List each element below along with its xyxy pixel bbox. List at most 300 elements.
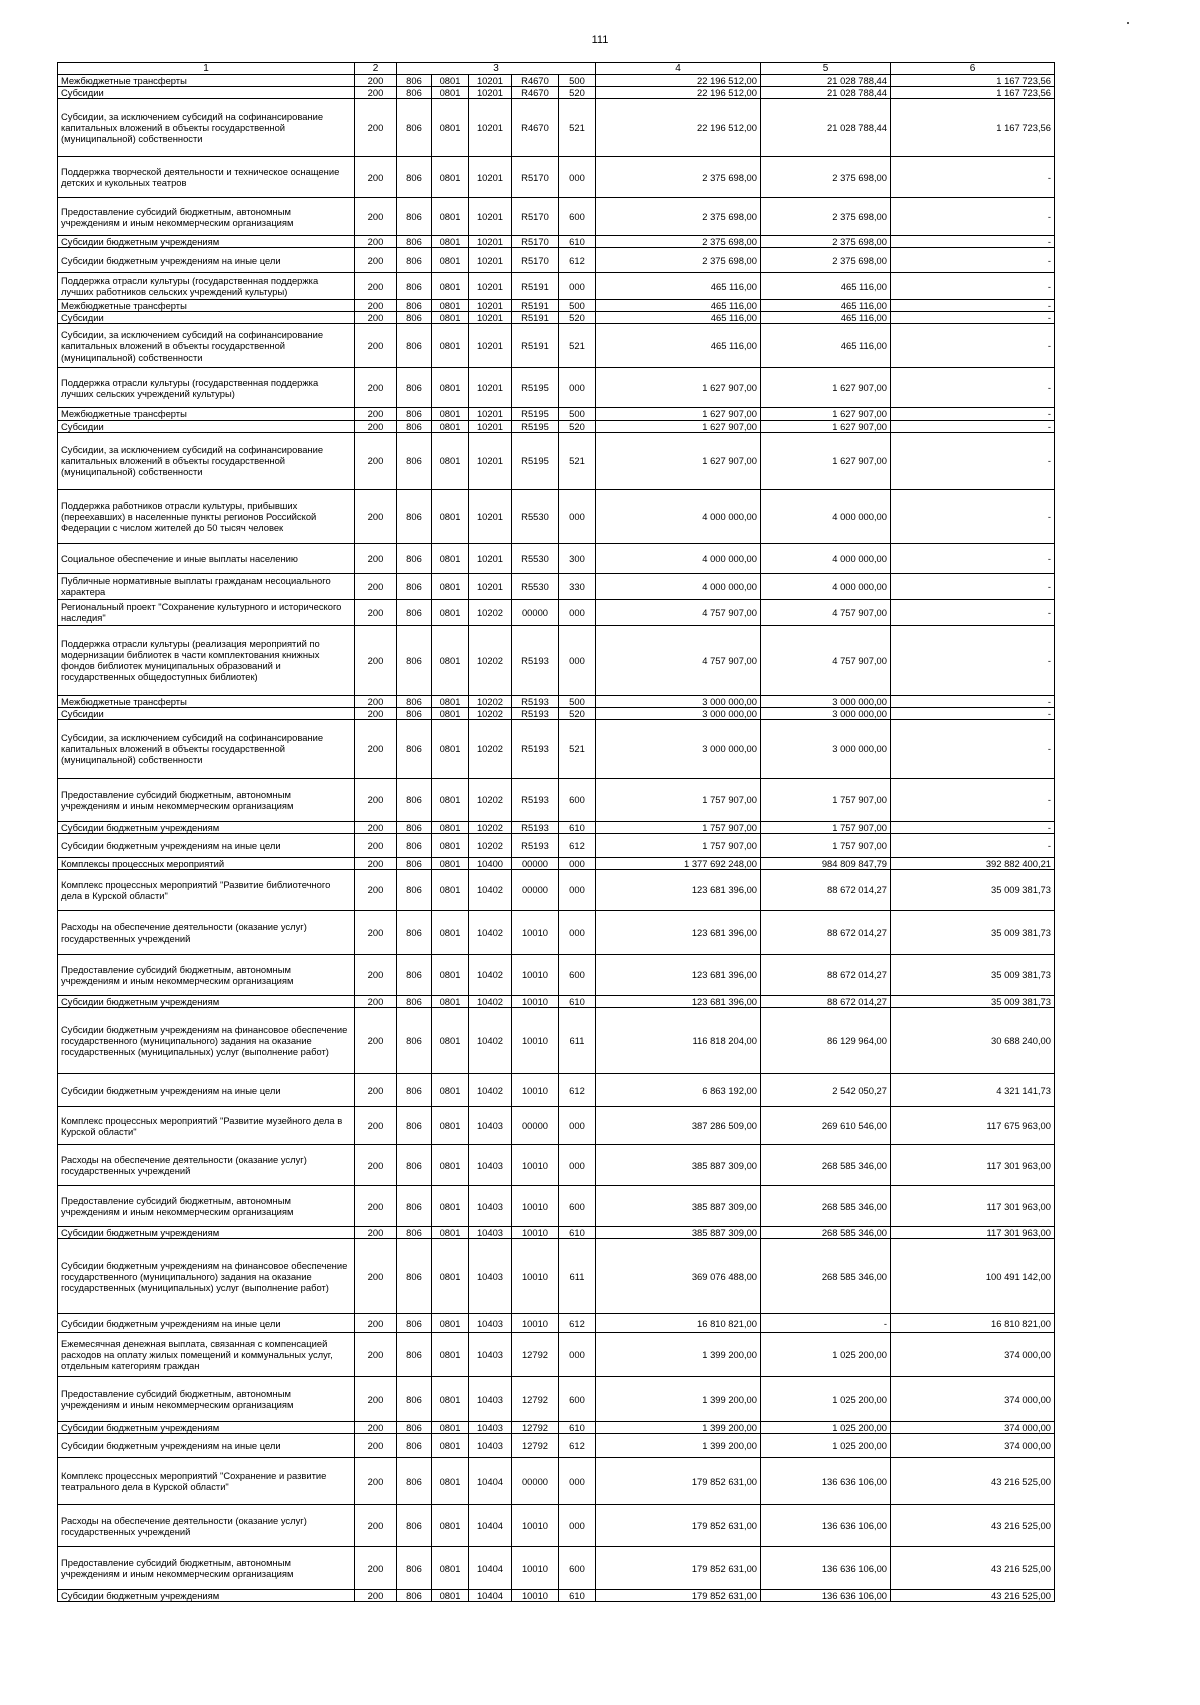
code-subsection: 0801 — [432, 1505, 469, 1547]
amount-col-6: - — [891, 324, 1055, 368]
table-row — [58, 1008, 1055, 1074]
amount-col-4: 385 887 309,00 — [596, 1145, 761, 1186]
code-ministry: 806 — [397, 870, 432, 911]
code-subsection: 0801 — [432, 707, 469, 719]
code-subsection: 0801 — [432, 87, 469, 99]
code-expense-type: 520 — [559, 312, 596, 324]
amount-col-5: 1 025 200,00 — [761, 1434, 891, 1458]
amount-col-6: 117 675 963,00 — [891, 1107, 1055, 1145]
row-name: Поддержка работников отрасли культуры, прибывших (переехавших) в населенные пункты регионов Российской Федерации с числом жителей до 50 тысяч человек — [58, 489, 355, 543]
table-row — [58, 157, 1055, 198]
code-expense-type: 000 — [559, 857, 596, 869]
amount-col-6: 4 321 141,73 — [891, 1074, 1055, 1107]
amount-col-4: 3 000 000,00 — [596, 719, 761, 778]
amount-col-5: 88 672 014,27 — [761, 996, 891, 1008]
code-section: 200 — [355, 857, 397, 869]
code-direction: 00000 — [512, 599, 559, 625]
amount-col-5: 1 627 907,00 — [761, 408, 891, 420]
header-col-2: 2 — [355, 63, 397, 75]
row-name: Комплекс процессных мероприятий "Развитие музейного дела в Курской области" — [58, 1107, 355, 1145]
code-direction: 00000 — [512, 870, 559, 911]
code-expense-type: 610 — [559, 236, 596, 248]
amount-col-4: 387 286 509,00 — [596, 1107, 761, 1145]
code-program: 10403 — [469, 1239, 512, 1314]
scan-speck — [1127, 22, 1129, 24]
amount-col-4: 22 196 512,00 — [596, 75, 761, 87]
table-row — [58, 1505, 1055, 1547]
code-expense-type: 330 — [559, 573, 596, 599]
code-section: 200 — [355, 911, 397, 955]
amount-col-6: - — [891, 833, 1055, 857]
code-direction: 10010 — [512, 1186, 559, 1227]
code-ministry: 806 — [397, 1547, 432, 1590]
row-name: Межбюджетные трансферты — [58, 300, 355, 312]
code-program: 10202 — [469, 821, 512, 833]
code-section: 200 — [355, 1314, 397, 1333]
amount-col-6: - — [891, 707, 1055, 719]
amount-col-6: 1 167 723,56 — [891, 99, 1055, 157]
amount-col-4: 16 810 821,00 — [596, 1314, 761, 1333]
code-section: 200 — [355, 489, 397, 543]
code-ministry: 806 — [397, 489, 432, 543]
row-name: Поддержка отрасли культуры (реализация мероприятий по модернизации библиотек в части комплектования книжных фондов библиотек муниципальных образований и государственных общедоступных библиотек) — [58, 625, 355, 695]
budget-table — [57, 62, 1055, 1602]
row-name: Предоставление субсидий бюджетным, автономным учреждениям и иным некоммерческим организациям — [58, 198, 355, 236]
code-section: 200 — [355, 99, 397, 157]
code-section: 200 — [355, 543, 397, 573]
amount-col-5: 1 025 200,00 — [761, 1333, 891, 1377]
amount-col-6: - — [891, 368, 1055, 408]
code-direction: R5193 — [512, 707, 559, 719]
code-ministry: 806 — [397, 778, 432, 821]
row-name: Субсидии бюджетным учреждениям — [58, 1422, 355, 1434]
code-direction: R5193 — [512, 821, 559, 833]
code-ministry: 806 — [397, 1107, 432, 1145]
row-name: Межбюджетные трансферты — [58, 695, 355, 707]
code-direction: 10010 — [512, 1590, 559, 1602]
code-ministry: 806 — [397, 625, 432, 695]
row-name: Субсидии бюджетным учреждениям на финансовое обеспечение государственного (муниципального) задания на оказание государственных (муниципальных) услуг (выполнение работ) — [58, 1239, 355, 1314]
code-expense-type: 000 — [559, 1505, 596, 1547]
table-row — [58, 1590, 1055, 1602]
code-subsection: 0801 — [432, 1227, 469, 1239]
amount-col-5: 136 636 106,00 — [761, 1458, 891, 1505]
code-ministry: 806 — [397, 324, 432, 368]
code-direction: 10010 — [512, 1227, 559, 1239]
table-row — [58, 75, 1055, 87]
code-ministry: 806 — [397, 99, 432, 157]
code-program: 10202 — [469, 707, 512, 719]
code-program: 10201 — [469, 573, 512, 599]
code-program: 10404 — [469, 1505, 512, 1547]
amount-col-6: 16 810 821,00 — [891, 1314, 1055, 1333]
amount-col-6: - — [891, 573, 1055, 599]
code-ministry: 806 — [397, 87, 432, 99]
code-subsection: 0801 — [432, 625, 469, 695]
amount-col-4: 3 000 000,00 — [596, 707, 761, 719]
code-subsection: 0801 — [432, 1239, 469, 1314]
code-subsection: 0801 — [432, 1145, 469, 1186]
code-direction: 12792 — [512, 1422, 559, 1434]
code-expense-type: 000 — [559, 870, 596, 911]
table-row — [58, 911, 1055, 955]
row-name: Предоставление субсидий бюджетным, автономным учреждениям и иным некоммерческим организациям — [58, 1377, 355, 1422]
amount-col-4: 4 757 907,00 — [596, 599, 761, 625]
code-expense-type: 000 — [559, 625, 596, 695]
amount-col-5: 88 672 014,27 — [761, 870, 891, 911]
amount-col-5: 1 025 200,00 — [761, 1422, 891, 1434]
code-program: 10402 — [469, 1008, 512, 1074]
code-ministry: 806 — [397, 955, 432, 996]
code-direction: 12792 — [512, 1434, 559, 1458]
code-ministry: 806 — [397, 198, 432, 236]
amount-col-5: 136 636 106,00 — [761, 1590, 891, 1602]
code-direction: R5170 — [512, 248, 559, 273]
table-row — [58, 1186, 1055, 1227]
code-section: 200 — [355, 75, 397, 87]
amount-col-4: 4 000 000,00 — [596, 489, 761, 543]
amount-col-6: 374 000,00 — [891, 1422, 1055, 1434]
row-name: Социальное обеспечение и иные выплаты населению — [58, 543, 355, 573]
code-direction: 10010 — [512, 1239, 559, 1314]
code-subsection: 0801 — [432, 996, 469, 1008]
code-program: 10201 — [469, 489, 512, 543]
code-section: 200 — [355, 432, 397, 489]
code-ministry: 806 — [397, 1227, 432, 1239]
code-expense-type: 000 — [559, 1145, 596, 1186]
code-subsection: 0801 — [432, 911, 469, 955]
page-number: 111 — [591, 34, 609, 46]
amount-col-6: 35 009 381,73 — [891, 996, 1055, 1008]
code-expense-type: 520 — [559, 420, 596, 432]
code-expense-type: 600 — [559, 198, 596, 236]
row-name: Субсидии — [58, 87, 355, 99]
code-section: 200 — [355, 833, 397, 857]
row-name: Субсидии, за исключением субсидий на софинансирование капитальных вложений в объекты государственной (муниципальной) собственности — [58, 432, 355, 489]
code-program: 10202 — [469, 778, 512, 821]
code-section: 200 — [355, 1377, 397, 1422]
amount-col-4: 2 375 698,00 — [596, 236, 761, 248]
amount-col-5: 4 000 000,00 — [761, 573, 891, 599]
row-name: Комплекс процессных мероприятий "Развитие библиотечного дела в Курской области" — [58, 870, 355, 911]
amount-col-4: 1 757 907,00 — [596, 821, 761, 833]
code-direction: 10010 — [512, 1547, 559, 1590]
code-program: 10201 — [469, 543, 512, 573]
code-subsection: 0801 — [432, 543, 469, 573]
amount-col-4: 4 757 907,00 — [596, 625, 761, 695]
code-ministry: 806 — [397, 1458, 432, 1505]
code-subsection: 0801 — [432, 1377, 469, 1422]
code-expense-type: 500 — [559, 408, 596, 420]
amount-col-4: 4 000 000,00 — [596, 543, 761, 573]
amount-col-6: - — [891, 543, 1055, 573]
code-expense-type: 600 — [559, 778, 596, 821]
row-name: Субсидии бюджетным учреждениям на иные цели — [58, 1314, 355, 1333]
code-program: 10403 — [469, 1186, 512, 1227]
table-row — [58, 198, 1055, 236]
row-name: Субсидии бюджетным учреждениям — [58, 236, 355, 248]
amount-col-6: 374 000,00 — [891, 1377, 1055, 1422]
amount-col-6: - — [891, 408, 1055, 420]
code-expense-type: 000 — [559, 599, 596, 625]
code-ministry: 806 — [397, 300, 432, 312]
table-row — [58, 1547, 1055, 1590]
code-program: 10201 — [469, 408, 512, 420]
code-section: 200 — [355, 87, 397, 99]
code-program: 10403 — [469, 1227, 512, 1239]
table-row — [58, 1314, 1055, 1333]
amount-col-4: 4 000 000,00 — [596, 573, 761, 599]
code-direction: 10010 — [512, 1008, 559, 1074]
table-row — [58, 543, 1055, 573]
code-section: 200 — [355, 248, 397, 273]
table-body — [58, 75, 1055, 1602]
code-ministry: 806 — [397, 1590, 432, 1602]
amount-col-6: - — [891, 778, 1055, 821]
code-ministry: 806 — [397, 420, 432, 432]
amount-col-5: 3 000 000,00 — [761, 719, 891, 778]
code-direction: R5530 — [512, 543, 559, 573]
code-subsection: 0801 — [432, 719, 469, 778]
amount-col-4: 1 399 200,00 — [596, 1422, 761, 1434]
amount-col-4: 1 399 200,00 — [596, 1377, 761, 1422]
code-section: 200 — [355, 273, 397, 300]
amount-col-6: 100 491 142,00 — [891, 1239, 1055, 1314]
row-name: Межбюджетные трансферты — [58, 408, 355, 420]
amount-col-6: - — [891, 625, 1055, 695]
code-direction: 10010 — [512, 911, 559, 955]
code-direction: 00000 — [512, 857, 559, 869]
row-name: Региональный проект "Сохранение культурного и исторического наследия" — [58, 599, 355, 625]
code-direction: R5193 — [512, 625, 559, 695]
code-subsection: 0801 — [432, 1107, 469, 1145]
row-name: Межбюджетные трансферты — [58, 75, 355, 87]
code-subsection: 0801 — [432, 821, 469, 833]
code-direction: R5191 — [512, 273, 559, 300]
code-section: 200 — [355, 1434, 397, 1458]
code-program: 10402 — [469, 955, 512, 996]
amount-col-5: 1 627 907,00 — [761, 432, 891, 489]
amount-col-6: 1 167 723,56 — [891, 75, 1055, 87]
row-name: Расходы на обеспечение деятельности (оказание услуг) государственных учреждений — [58, 1145, 355, 1186]
amount-col-5: - — [761, 1314, 891, 1333]
code-subsection: 0801 — [432, 1314, 469, 1333]
code-program: 10201 — [469, 273, 512, 300]
table-row — [58, 996, 1055, 1008]
code-program: 10201 — [469, 75, 512, 87]
header-col-4: 4 — [596, 63, 761, 75]
code-ministry: 806 — [397, 273, 432, 300]
code-program: 10201 — [469, 87, 512, 99]
code-program: 10403 — [469, 1314, 512, 1333]
amount-col-4: 2 375 698,00 — [596, 248, 761, 273]
code-subsection: 0801 — [432, 833, 469, 857]
amount-col-4: 123 681 396,00 — [596, 911, 761, 955]
row-name: Расходы на обеспечение деятельности (оказание услуг) государственных учреждений — [58, 1505, 355, 1547]
code-program: 10202 — [469, 719, 512, 778]
code-expense-type: 000 — [559, 1458, 596, 1505]
code-expense-type: 612 — [559, 833, 596, 857]
code-direction: R5193 — [512, 695, 559, 707]
table-row — [58, 707, 1055, 719]
code-expense-type: 300 — [559, 543, 596, 573]
row-name: Ежемесячная денежная выплата, связанная с компенсацией расходов на оплату жилых помещений и коммунальных услуг, отдельным категориям граждан — [58, 1333, 355, 1377]
header-col-3: 3 — [397, 63, 596, 75]
amount-col-4: 1 757 907,00 — [596, 833, 761, 857]
amount-col-5: 1 757 907,00 — [761, 778, 891, 821]
table-row — [58, 1434, 1055, 1458]
code-section: 200 — [355, 1227, 397, 1239]
code-program: 10201 — [469, 420, 512, 432]
code-section: 200 — [355, 1008, 397, 1074]
code-ministry: 806 — [397, 599, 432, 625]
code-direction: 10010 — [512, 955, 559, 996]
row-name: Поддержка отрасли культуры (государственная поддержка лучших работников сельских учреждений культуры) — [58, 273, 355, 300]
code-expense-type: 521 — [559, 99, 596, 157]
code-direction: 12792 — [512, 1333, 559, 1377]
row-name: Субсидии, за исключением субсидий на софинансирование капитальных вложений в объекты государственной (муниципальной) собственности — [58, 324, 355, 368]
amount-col-4: 369 076 488,00 — [596, 1239, 761, 1314]
code-section: 200 — [355, 1107, 397, 1145]
code-expense-type: 611 — [559, 1008, 596, 1074]
code-subsection: 0801 — [432, 248, 469, 273]
code-section: 200 — [355, 312, 397, 324]
code-direction: R4670 — [512, 75, 559, 87]
code-program: 10202 — [469, 695, 512, 707]
code-subsection: 0801 — [432, 324, 469, 368]
table-row — [58, 489, 1055, 543]
amount-col-4: 6 863 192,00 — [596, 1074, 761, 1107]
code-subsection: 0801 — [432, 312, 469, 324]
code-section: 200 — [355, 1458, 397, 1505]
code-expense-type: 500 — [559, 695, 596, 707]
amount-col-6: 43 216 525,00 — [891, 1458, 1055, 1505]
code-ministry: 806 — [397, 1434, 432, 1458]
code-program: 10201 — [469, 432, 512, 489]
code-program: 10202 — [469, 833, 512, 857]
code-program: 10201 — [469, 157, 512, 198]
amount-col-4: 465 116,00 — [596, 312, 761, 324]
amount-col-4: 465 116,00 — [596, 273, 761, 300]
amount-col-5: 4 757 907,00 — [761, 625, 891, 695]
table-row — [58, 625, 1055, 695]
code-program: 10404 — [469, 1458, 512, 1505]
code-section: 200 — [355, 157, 397, 198]
code-ministry: 806 — [397, 719, 432, 778]
amount-col-6: - — [891, 489, 1055, 543]
code-expense-type: 520 — [559, 707, 596, 719]
code-subsection: 0801 — [432, 75, 469, 87]
code-program: 10201 — [469, 99, 512, 157]
amount-col-5: 2 375 698,00 — [761, 236, 891, 248]
code-program: 10201 — [469, 324, 512, 368]
code-section: 200 — [355, 599, 397, 625]
amount-col-6: 374 000,00 — [891, 1333, 1055, 1377]
amount-col-4: 179 852 631,00 — [596, 1505, 761, 1547]
code-ministry: 806 — [397, 75, 432, 87]
row-name: Расходы на обеспечение деятельности (оказание услуг) государственных учреждений — [58, 911, 355, 955]
row-name: Субсидии — [58, 312, 355, 324]
code-program: 10402 — [469, 1074, 512, 1107]
amount-col-4: 179 852 631,00 — [596, 1590, 761, 1602]
row-name: Субсидии, за исключением субсидий на софинансирование капитальных вложений в объекты государственной (муниципальной) собственности — [58, 99, 355, 157]
code-direction: R5191 — [512, 312, 559, 324]
table-row — [58, 870, 1055, 911]
amount-col-6: 35 009 381,73 — [891, 955, 1055, 996]
amount-col-4: 123 681 396,00 — [596, 996, 761, 1008]
code-subsection: 0801 — [432, 1590, 469, 1602]
code-direction: R5170 — [512, 236, 559, 248]
table-row — [58, 1422, 1055, 1434]
code-subsection: 0801 — [432, 157, 469, 198]
amount-col-6: - — [891, 821, 1055, 833]
code-program: 10201 — [469, 312, 512, 324]
code-direction: R5530 — [512, 489, 559, 543]
table-row — [58, 1458, 1055, 1505]
code-section: 200 — [355, 707, 397, 719]
code-program: 10201 — [469, 198, 512, 236]
code-subsection: 0801 — [432, 573, 469, 599]
code-expense-type: 520 — [559, 87, 596, 99]
code-direction: 12792 — [512, 1377, 559, 1422]
amount-col-5: 269 610 546,00 — [761, 1107, 891, 1145]
code-subsection: 0801 — [432, 778, 469, 821]
code-program: 10402 — [469, 870, 512, 911]
code-expense-type: 000 — [559, 157, 596, 198]
table-row — [58, 695, 1055, 707]
code-program: 10201 — [469, 236, 512, 248]
amount-col-4: 385 887 309,00 — [596, 1227, 761, 1239]
code-subsection: 0801 — [432, 99, 469, 157]
code-section: 200 — [355, 573, 397, 599]
code-subsection: 0801 — [432, 1434, 469, 1458]
row-name: Публичные нормативные выплаты гражданам несоциального характера — [58, 573, 355, 599]
code-expense-type: 610 — [559, 821, 596, 833]
code-program: 10403 — [469, 1377, 512, 1422]
table-row — [58, 1333, 1055, 1377]
amount-col-6: - — [891, 420, 1055, 432]
amount-col-5: 268 585 346,00 — [761, 1239, 891, 1314]
code-ministry: 806 — [397, 1422, 432, 1434]
code-ministry: 806 — [397, 996, 432, 1008]
amount-col-4: 1 627 907,00 — [596, 368, 761, 408]
amount-col-4: 1 399 200,00 — [596, 1434, 761, 1458]
table-row — [58, 1074, 1055, 1107]
row-name: Субсидии бюджетным учреждениям на иные цели — [58, 1434, 355, 1458]
code-section: 200 — [355, 1547, 397, 1590]
code-subsection: 0801 — [432, 1458, 469, 1505]
header-col-5: 5 — [761, 63, 891, 75]
row-name: Субсидии бюджетным учреждениям — [58, 1590, 355, 1602]
code-subsection: 0801 — [432, 408, 469, 420]
code-program: 10201 — [469, 368, 512, 408]
code-direction: R5193 — [512, 719, 559, 778]
row-name: Поддержка творческой деятельности и техническое оснащение детских и кукольных театров — [58, 157, 355, 198]
code-program: 10402 — [469, 996, 512, 1008]
code-subsection: 0801 — [432, 870, 469, 911]
amount-col-6: 43 216 525,00 — [891, 1590, 1055, 1602]
code-section: 200 — [355, 198, 397, 236]
code-program: 10201 — [469, 300, 512, 312]
code-ministry: 806 — [397, 1505, 432, 1547]
code-section: 200 — [355, 300, 397, 312]
table-row — [58, 420, 1055, 432]
code-program: 10404 — [469, 1547, 512, 1590]
amount-col-6: - — [891, 198, 1055, 236]
amount-col-6: - — [891, 273, 1055, 300]
table-row — [58, 312, 1055, 324]
amount-col-5: 2 542 050,27 — [761, 1074, 891, 1107]
